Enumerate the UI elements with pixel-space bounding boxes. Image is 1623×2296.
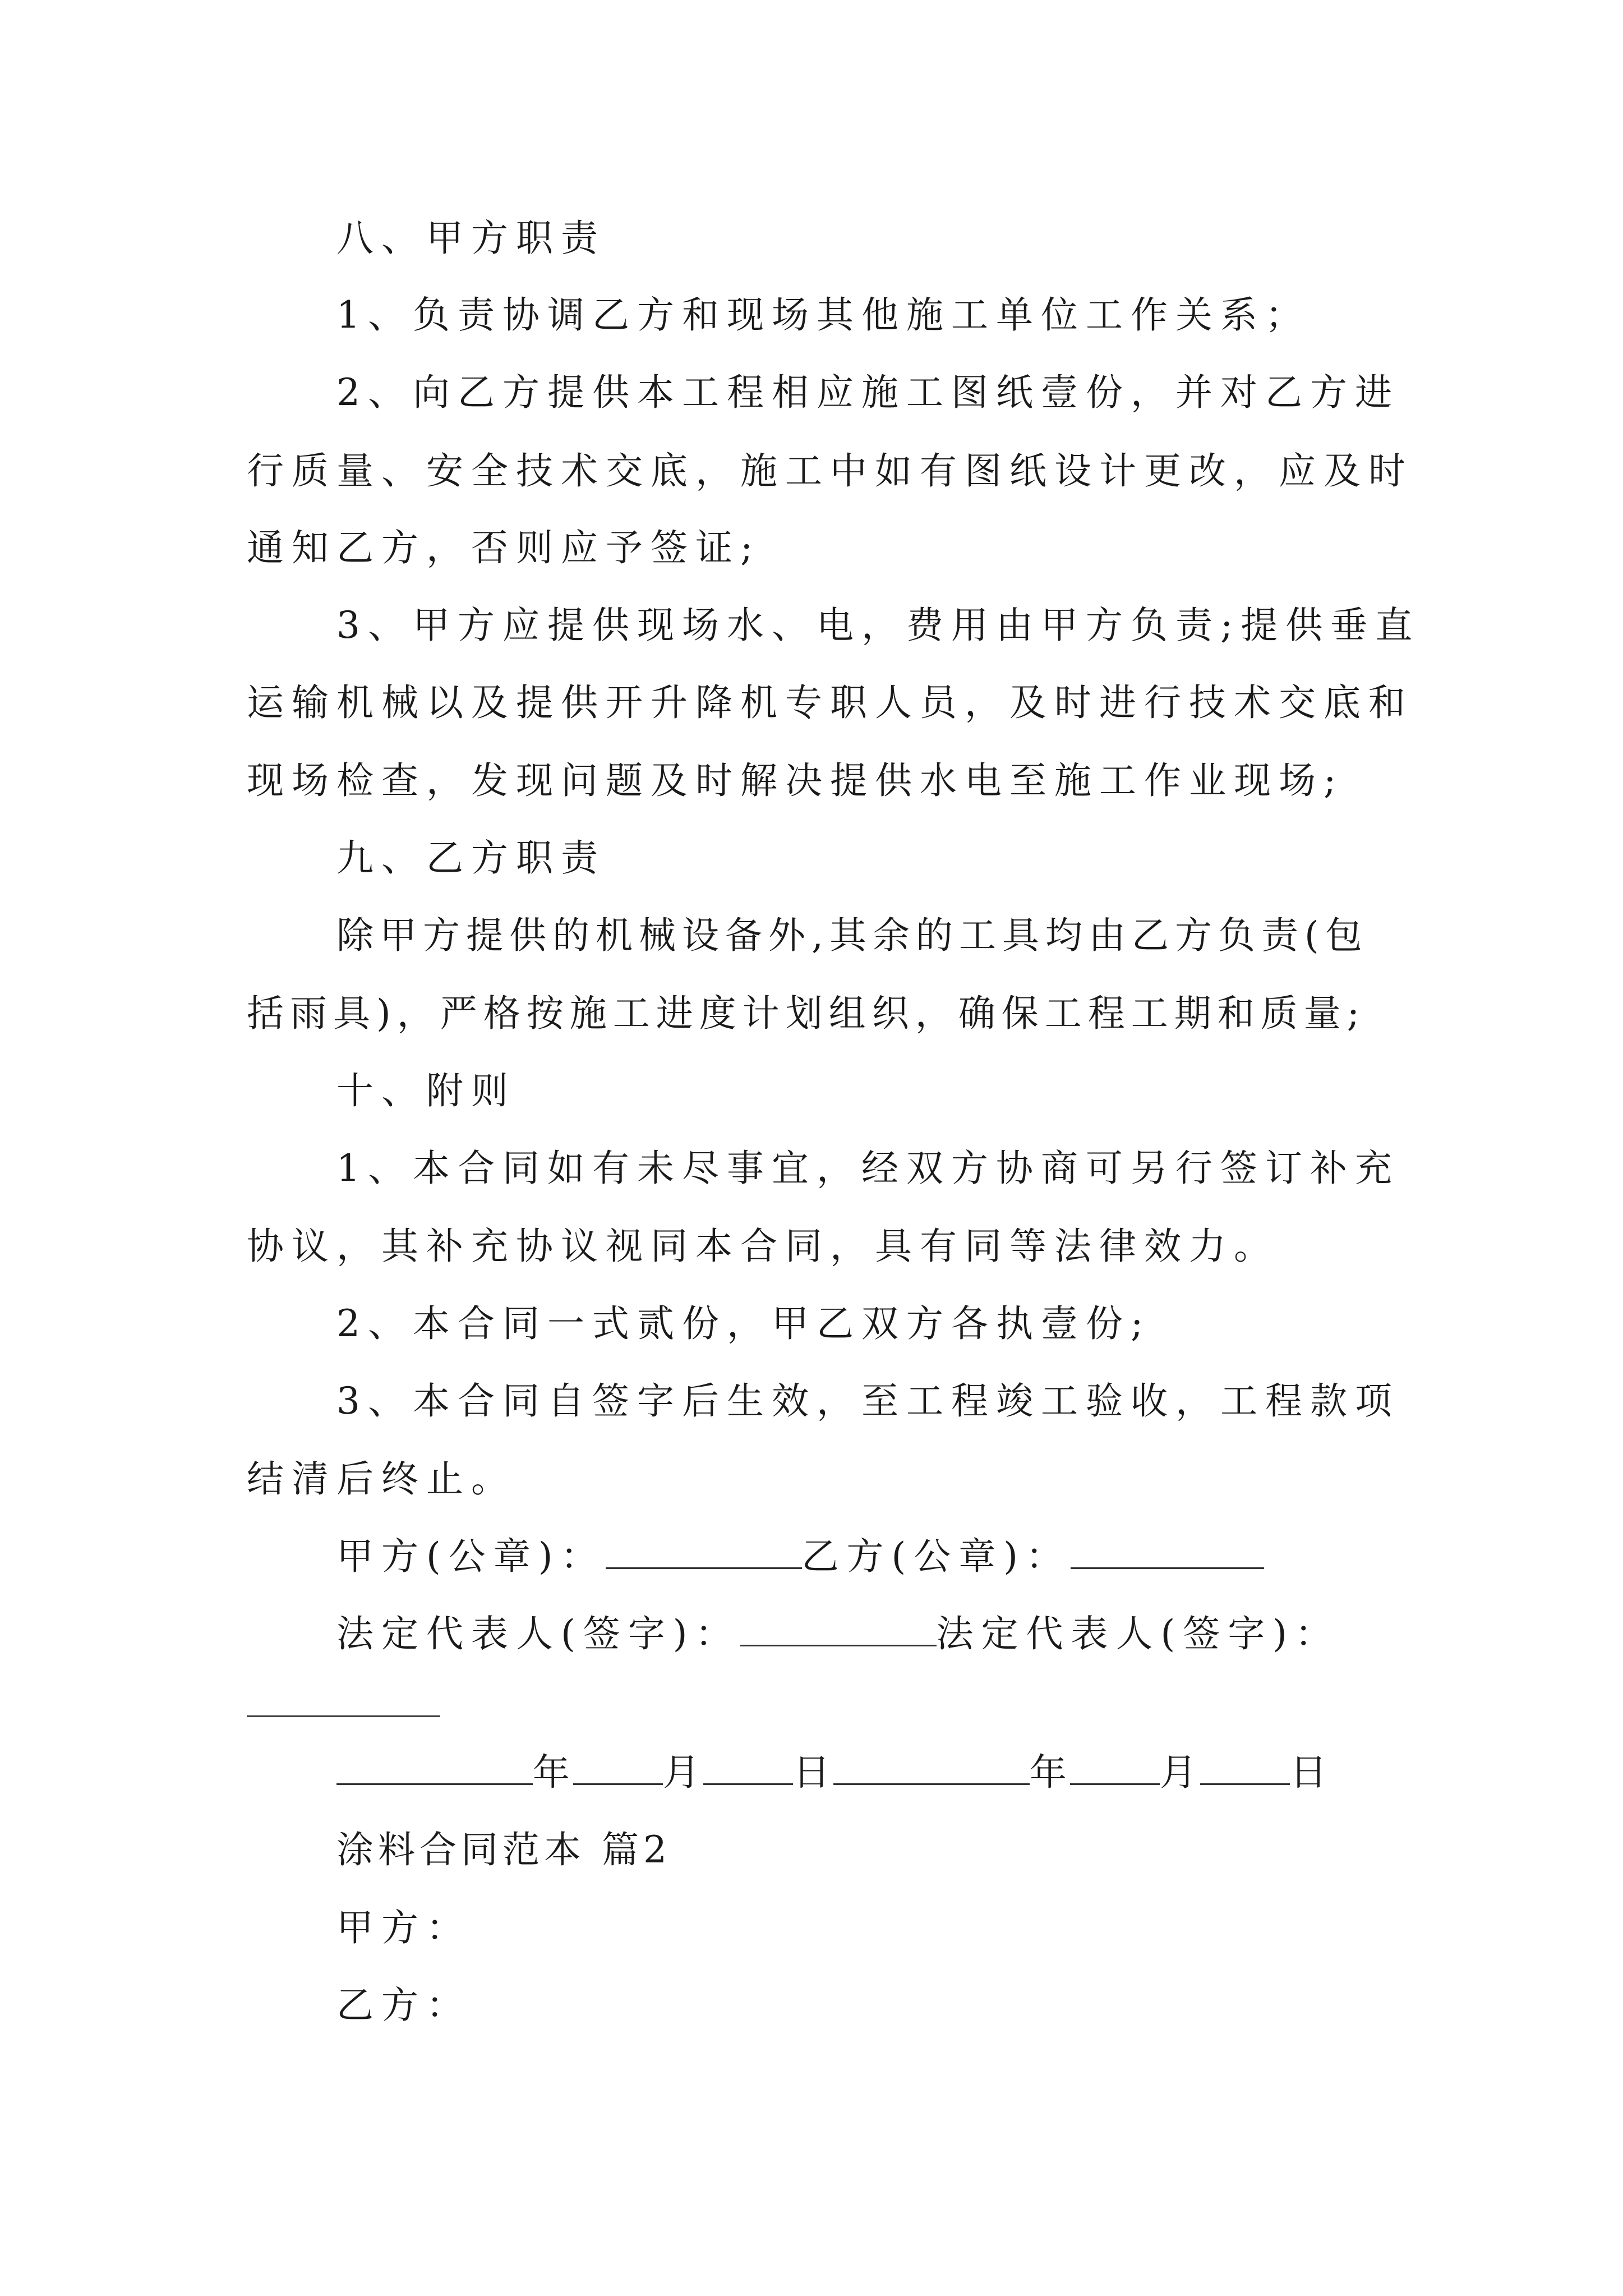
date-a-year-label: 年 [533,1751,573,1794]
section-8-item-1: 1、负责协调乙方和现场其他施工单位工作关系； [336,293,1310,337]
section-8-item-3-line-1: 3、甲方应提供现场水、电，费用由甲方负责;提供垂直 [336,604,1421,647]
date-a-month-label: 月 [663,1751,703,1794]
date-b-month-blank[interactable] [1070,1752,1160,1785]
section-9-text-line-2: 括雨具)，严格按施工进度计划组织，确保工程工期和质量; [247,992,1366,1035]
date-a-day-blank[interactable] [703,1752,793,1785]
section-10-item-2: 2、本合同一式贰份，甲乙双方各执壹份; [336,1302,1151,1345]
date-a-day-label: 日 [793,1751,833,1794]
next-doc-title: 涂料合同范本 篇2 [336,1828,671,1871]
section-8-item-3-line-3: 现场检查，发现问题及时解决提供水电至施工作业现场; [247,759,1344,802]
next-doc-party-b: 乙方： [336,1984,471,2027]
section-8-item-2-line-3: 通知乙方，否则应予签证; [247,526,761,569]
rep-a-label: 法定代表人(签字)： [336,1612,740,1655]
next-doc-party-a: 甲方： [336,1906,471,1949]
rep-a-blank[interactable] [740,1613,937,1646]
party-b-seal-label: 乙方(公章)： [801,1535,1071,1578]
date-b-year-blank[interactable] [833,1752,1030,1785]
date-b-day-label: 日 [1290,1751,1330,1794]
section-10-item-3-line-1: 3、本合同自签字后生效，至工程竣工验收，工程款项 [336,1379,1400,1423]
section-8-item-2-line-2: 行质量、安全技术交底，施工中如有图纸设计更改，应及时 [247,449,1413,493]
rep-b-label: 法定代表人(签字)： [936,1612,1340,1655]
section-9-text-line-1: 除甲方提供的机械设备外,其余的工具均由乙方负责(包 [336,914,1368,957]
representative-line [336,1612,1340,1657]
date-b-year-label: 年 [1030,1751,1070,1794]
section-8-item-2-line-1: 2、向乙方提供本工程相应施工图纸壹份，并对乙方进 [336,371,1400,414]
section-10-item-1-line-2: 协议，其补充协议视同本合同，具有同等法律效力。 [247,1225,1279,1268]
section-8-item-3-line-2: 运输机械以及提供开升降机专职人员，及时进行技术交底和 [247,681,1413,724]
date-a-year-blank[interactable] [336,1752,533,1785]
party-a-seal-blank[interactable] [606,1536,802,1569]
section-10-item-1-line-1: 1、本合同如有未尽事宜，经双方协商可另行签订补充 [336,1147,1400,1190]
party-a-seal-label: 甲方(公章)： [336,1535,606,1578]
date-b-month-label: 月 [1160,1751,1200,1794]
section-10-item-3-line-2: 结清后终止。 [247,1457,516,1501]
section-10-heading: 十、附则 [336,1069,516,1112]
date-b-day-blank[interactable] [1200,1752,1290,1785]
section-9-heading: 九、乙方职责 [336,836,606,880]
party-b-seal-blank[interactable] [1071,1536,1264,1569]
date-a-month-blank[interactable] [573,1752,663,1785]
seal-line [336,1534,1264,1579]
rep-b-blank-continuation[interactable] [247,1715,440,1717]
section-8-heading: 八、甲方职责 [336,217,606,260]
date-line [336,1750,1330,1795]
